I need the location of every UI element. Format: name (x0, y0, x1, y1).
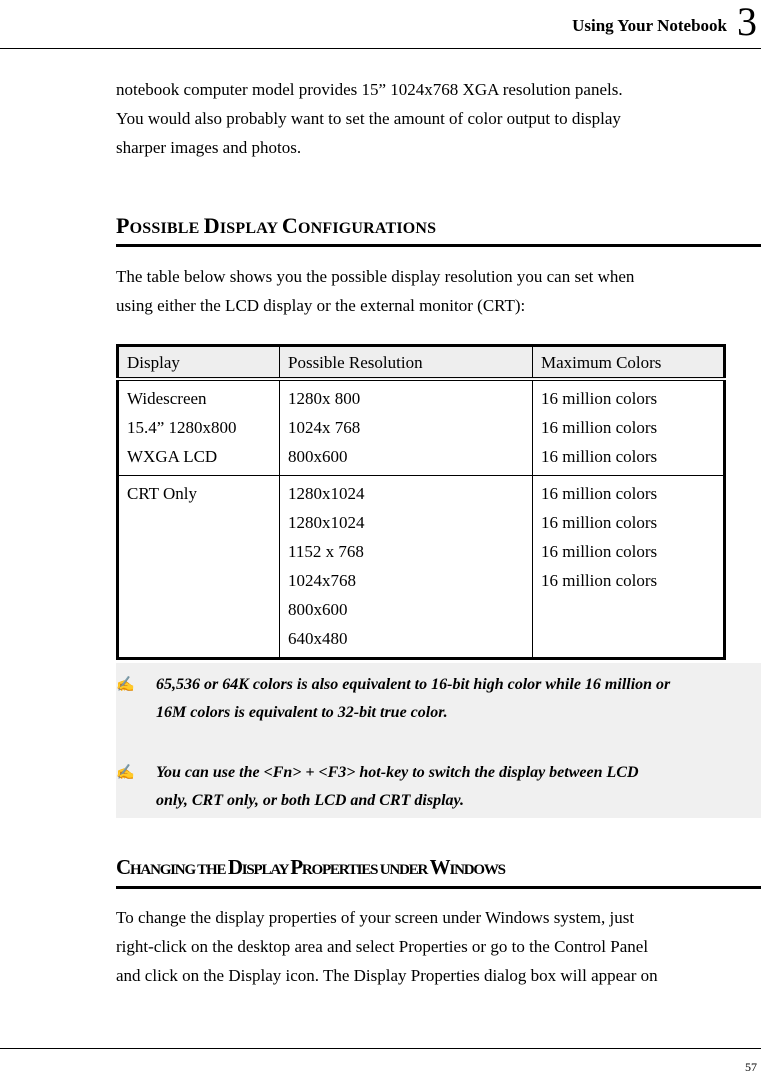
section2-paragraph (116, 903, 761, 990)
heading-initial: W (429, 855, 450, 879)
colors-cell (533, 476, 725, 659)
footer-rule (0, 1048, 761, 1049)
intro-line: sharper images and photos. (116, 138, 302, 157)
header-title: Using Your Notebook (572, 16, 727, 35)
table-row (118, 379, 725, 476)
table-header-row (118, 346, 725, 380)
cell-line: 800x600 (288, 600, 348, 619)
display-cell (118, 379, 280, 476)
heading-initial: D (227, 855, 242, 879)
cell-line: 800x600 (288, 447, 348, 466)
cell-line: Widescreen (127, 389, 207, 408)
cell-line: 16 million colors (541, 513, 658, 532)
cell-line: 16 million colors (541, 571, 658, 590)
intro-line: You would also probably want to set the amount of color output to display (116, 109, 621, 128)
display-cell (118, 476, 280, 659)
pen-icon: ✍ (116, 677, 135, 693)
note-text (156, 671, 761, 727)
body-line: right-click on the desktop area and select Properties or go to the Control Panel (116, 937, 649, 956)
section-heading-display-configurations (116, 213, 761, 247)
column-header-colors: Maximum Colors (533, 346, 725, 380)
chapter-number: 3 (737, 0, 757, 44)
body-line: and click on the Display icon. The Display Properties dialog box will appear on (116, 966, 658, 985)
heading-rest: INDOWS (449, 862, 505, 878)
note-line: You can use the <Fn> + <F3> hot-key to switch the display between LCD (156, 764, 639, 781)
display-resolution-table (116, 344, 726, 660)
section-heading-changing-display-properties (116, 855, 761, 889)
heading-rest: ROPERTIES UNDER (301, 862, 430, 878)
body-line: using either the LCD display or the external monitor (CRT): (116, 296, 526, 315)
body-line: To change the display properties of your screen under Windows system, just (116, 908, 635, 927)
note-text (156, 759, 761, 815)
resolution-cell (280, 379, 533, 476)
heading-rest: ONFIGURATIONS (297, 220, 437, 237)
resolution-cell (280, 476, 533, 659)
note-line: only, CRT only, or both LCD and CRT display. (156, 792, 465, 809)
section1-paragraph (116, 262, 761, 320)
cell-line: 1280x1024 (288, 513, 365, 532)
colors-cell (533, 379, 725, 476)
cell-line: 1280x 800 (288, 389, 361, 408)
heading-rest: OSSIBLE (129, 220, 204, 237)
table-row (118, 476, 725, 659)
page-number: 57 (745, 1060, 757, 1074)
cell-line: 16 million colors (541, 389, 658, 408)
heading-initial: P (116, 213, 130, 238)
heading-initial: P (290, 855, 302, 879)
cell-line: 1280x1024 (288, 484, 365, 503)
heading-initial: C (116, 855, 130, 879)
intro-line: notebook computer model provides 15” 1024x768 XGA resolution panels. (116, 80, 623, 99)
cell-line: WXGA LCD (127, 447, 218, 466)
cell-line: 1024x 768 (288, 418, 361, 437)
column-header-display: Display (118, 346, 280, 380)
heading-initial: C (281, 213, 298, 238)
heading-rest: ISPLAY (241, 862, 291, 878)
note-line: 65,536 or 64K colors is also equivalent to 16-bit high color while 16 million or (156, 676, 671, 693)
heading-rest: ISPLAY (219, 220, 282, 237)
cell-line: 15.4” 1280x800 (127, 418, 237, 437)
cell-line: 640x480 (288, 629, 348, 648)
cell-line: 16 million colors (541, 447, 658, 466)
cell-line: CRT Only (127, 484, 197, 503)
note-box (116, 663, 761, 818)
body-line: The table below shows you the possible display resolution you can set when (116, 267, 635, 286)
note-line: 16M colors is equivalent to 32-bit true color. (156, 704, 448, 721)
cell-line: 1024x768 (288, 571, 356, 590)
intro-paragraph (116, 75, 761, 162)
heading-initial: D (203, 213, 220, 238)
cell-line: 16 million colors (541, 418, 658, 437)
column-header-resolution: Possible Resolution (280, 346, 533, 380)
cell-line: 16 million colors (541, 484, 658, 503)
pen-icon: ✍ (116, 765, 135, 781)
cell-line: 1152 x 768 (288, 542, 364, 561)
cell-line: 16 million colors (541, 542, 658, 561)
page-header (0, 0, 761, 49)
heading-rest: HANGING THE (129, 862, 228, 878)
